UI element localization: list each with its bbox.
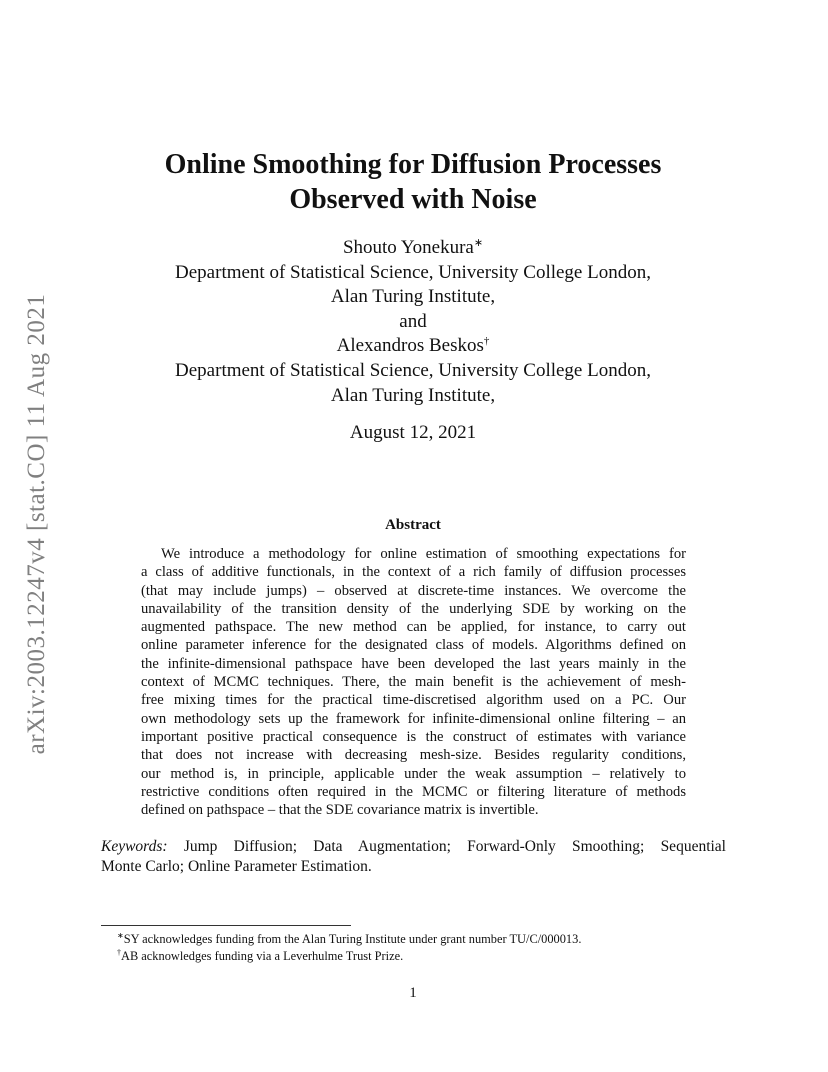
author-1-affiliation-line-1: Department of Statistical Science, University College London, — [175, 261, 651, 283]
footnotes — [117, 931, 717, 965]
abstract-line: important positive practical consequence is the construct of estimates with variance — [141, 728, 686, 745]
author-2-footnote-mark: † — [483, 335, 490, 348]
abstract-body — [141, 545, 686, 819]
abstract-line: own methodology sets up the framework for infinite-dimensional online filtering – an — [141, 710, 686, 727]
abstract-heading: Abstract — [385, 517, 441, 533]
author-separator: and — [399, 310, 427, 332]
abstract-line: We introduce a methodology for online estimation of smoothing expectations for — [161, 546, 686, 562]
keywords-text-1: Jump Diffusion; Data Augmentation; Forward-Only Smoothing; Sequential — [183, 838, 726, 855]
author-2 — [100, 334, 726, 359]
abstract-line: (that may include jumps) – observed at discrete-time instances. We overcome the — [141, 582, 686, 599]
abstract-line: restrictive conditions often required in the MCMC or filtering literature of methods — [141, 783, 686, 800]
footnote-2-mark: † — [117, 948, 121, 957]
author-1-affiliation-line-2: Alan Turing Institute, — [330, 286, 496, 308]
abstract-line: defined on pathspace – that the SDE covariance matrix is invertible. — [141, 802, 539, 819]
author-1-footnote-mark: ∗ — [473, 237, 484, 249]
author-2-affiliation-line-1: Department of Statistical Science, University College London, — [175, 359, 651, 381]
abstract-line: unavailability of the transition density of the underlying SDE by working on the — [141, 600, 686, 617]
title-line-1: Online Smoothing for Diffusion Processes — [164, 149, 662, 180]
footnote-2 — [117, 948, 717, 965]
paper-title — [100, 147, 726, 217]
page-number: 1 — [409, 985, 417, 1001]
abstract-line: a class of additive functionals, in the context of a rich family of diffusion processes — [141, 564, 686, 581]
keywords-line-1 — [101, 837, 726, 857]
abstract-line: free mixing times for the practical time-discretised algorithm used on a PC. Our — [141, 692, 686, 709]
author-1-name: Shouto Yonekura — [342, 237, 474, 258]
author-block — [100, 236, 726, 408]
keywords-line-2: Monte Carlo; Online Parameter Estimation. — [101, 857, 372, 875]
footnote-1-mark: ∗ — [117, 931, 124, 940]
abstract-line: our method is, in principle, applicable under the weak assumption – relatively to — [141, 765, 686, 782]
title-line-2: Observed with Noise — [289, 184, 537, 215]
footnote-1-text: SY acknowledges funding from the Alan Turing Institute under grant number TU/C/000013. — [123, 932, 582, 946]
abstract-line: the infinite-dimensional pathspace have been developed the last years mainly in the — [141, 655, 686, 672]
abstract-line: context of MCMC techniques. There, the main benefit is the achievement of mesh- — [141, 674, 686, 691]
footnote-divider — [101, 925, 351, 926]
footnote-1 — [117, 931, 717, 948]
abstract-line: online parameter inference for the designated class of models. Algorithms defined on — [141, 637, 686, 654]
abstract-line: augmented pathspace. The new method can be applied, for instance, to carry out — [141, 619, 686, 636]
keywords-block — [101, 837, 726, 876]
paper-date: August 12, 2021 — [349, 422, 477, 443]
author-1 — [100, 236, 726, 261]
footnote-2-text: AB acknowledges funding via a Leverhulme Trust Prize. — [121, 949, 404, 963]
author-2-name: Alexandros Beskos — [336, 335, 484, 357]
abstract-line: that does not increase with decreasing mesh-size. Besides regularity conditions, — [141, 747, 686, 764]
arxiv-sidebar-stamp: arXiv:2003.12247v4 [stat.CO] 11 Aug 2021 — [23, 293, 50, 755]
author-2-affiliation-line-2: Alan Turing Institute, — [330, 384, 496, 406]
keywords-label: Keywords: — [101, 838, 168, 855]
